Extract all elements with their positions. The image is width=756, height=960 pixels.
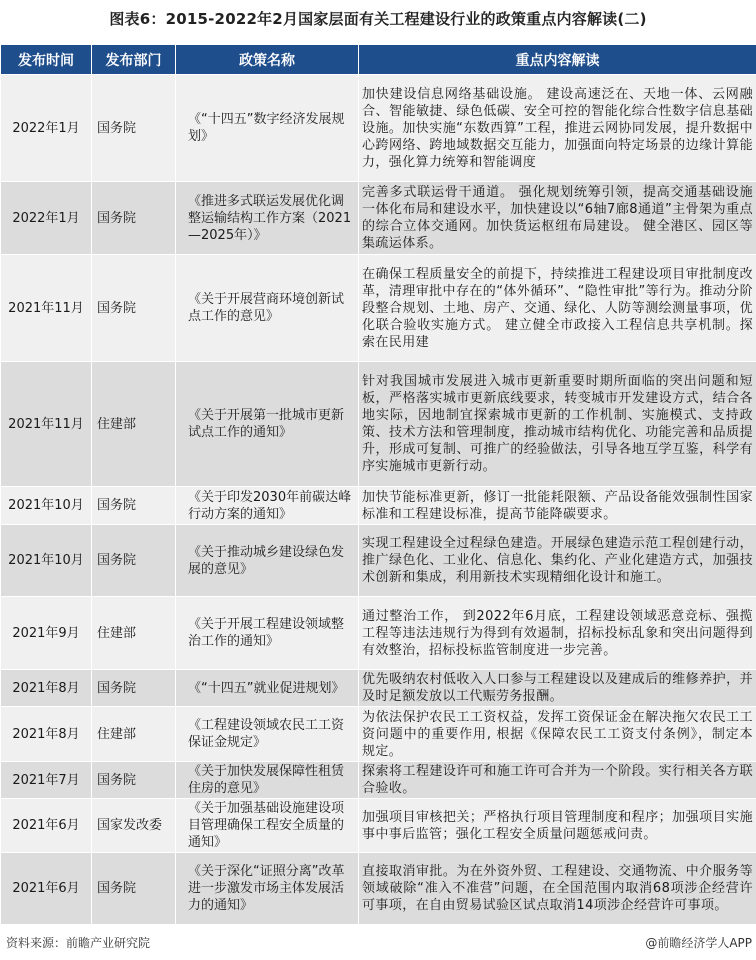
cell-content: 完善多式联运骨干通道。 强化规划统筹引领，提高交通基础设施一体化布局和建设水平，加快建设以“6轴7廊8通道”主骨架为重点的综合立体交通网。加快货运枢纽布局建设。 健全港区、园区等集疏运体系。	[359, 182, 756, 255]
table-row	[1, 799, 756, 853]
policy-table	[0, 44, 756, 925]
cell-dept: 住建部	[92, 362, 176, 487]
cell-name: 《关于印发2030年前碳达峰行动方案的通知》	[176, 487, 359, 525]
table-row	[1, 525, 756, 597]
cell-name: 《关于深化“证照分离”改革进一步激发市场主体发展活力的通知》	[176, 853, 359, 925]
table-row	[1, 597, 756, 670]
cell-date: 2021年8月	[1, 670, 92, 707]
cell-name: 《关于开展工程建设领域整治工作的通知》	[176, 597, 359, 670]
page-title: 图表6：2015-2022年2月国家层面有关工程建设行业的政策重点内容解读(二)	[109, 10, 647, 28]
header-dept: 发布部门	[92, 45, 176, 75]
cell-content: 为依法保护农民工工资权益，发挥工资保证金在解决拖欠农民工工资问题中的重要作用, 根据《保障农民工工资支付条例》，制定本规定。	[359, 707, 756, 762]
cell-content: 加快节能标准更新，修订一批能耗限额、产品设备能效强制性国家标准和工程建设标准，提高节能降碳要求。	[359, 487, 756, 525]
cell-dept: 住建部	[92, 597, 176, 670]
cell-date: 2021年10月	[1, 487, 92, 525]
cell-name: 《“十四五”数字经济发展规划》	[176, 75, 359, 182]
cell-date: 2021年9月	[1, 597, 92, 670]
cell-name: 《关于加快发展保障性租赁住房的意见》	[176, 762, 359, 799]
cell-name: 《关于开展营商环境创新试点工作的意见》	[176, 255, 359, 362]
table-row	[1, 182, 756, 255]
table-row	[1, 362, 756, 487]
header-content: 重点内容解读	[359, 45, 756, 75]
cell-name: 《“十四五”就业促进规划》	[176, 670, 359, 707]
cell-date: 2021年6月	[1, 799, 92, 853]
cell-dept: 国家发改委	[92, 799, 176, 853]
header-date: 发布时间	[1, 45, 92, 75]
cell-content: 直接取消审批。为在外资外贸、工程建设、交通物流、中介服务等领域破除“准入不准营”问题，在全国范围内取消68项涉企经营许可事项，在自由贸易试验区试点取消14项涉企经营许可事项。	[359, 853, 756, 925]
table-header-row	[1, 45, 756, 75]
cell-content: 通过整治工作， 到2022年6月底，工程建设领域恶意竞标、强揽工程等违法违规行为得到有效遏制，招标投标乱象和突出问题得到有效整治，招标投标监管制度进一步完善。	[359, 597, 756, 670]
table-row	[1, 487, 756, 525]
cell-date: 2021年11月	[1, 255, 92, 362]
cell-dept: 住建部	[92, 707, 176, 762]
cell-date: 2021年8月	[1, 707, 92, 762]
cell-dept: 国务院	[92, 670, 176, 707]
cell-dept: 国务院	[92, 487, 176, 525]
cell-content: 优先吸纳农村低收入人口参与工程建设以及建成后的维修养护，并及时足额发放以工代赈劳务报酬。	[359, 670, 756, 707]
cell-date: 2021年10月	[1, 525, 92, 597]
cell-date: 2021年11月	[1, 362, 92, 487]
table-row	[1, 75, 756, 182]
cell-content: 加强项目审核把关；严格执行项目管理制度和程序；加强项目实施事中事后监管；强化工程安全质量问题惩戒问责。	[359, 799, 756, 853]
table-row	[1, 255, 756, 362]
cell-name: 《关于加强基础设施建设项目管理确保工程安全质量的通知》	[176, 799, 359, 853]
table-row	[1, 707, 756, 762]
cell-date: 2021年7月	[1, 762, 92, 799]
cell-content: 在确保工程质量安全的前提下，持续推进工程建设项目审批制度改革，清理审批中存在的“体外循环”、“隐性审批”等行为。推动分阶段整合规划、土地、房产、交通、绿化、人防等测绘测量事项，优化联合验收实施方式。 建立健全市政接入工程信息共享机制。探索在民用建	[359, 255, 756, 362]
cell-name: 《推进多式联运发展优化调整运输结构工作方案（2021—2025年）》	[176, 182, 359, 255]
table-row	[1, 762, 756, 799]
cell-dept: 国务院	[92, 525, 176, 597]
cell-date: 2021年6月	[1, 853, 92, 925]
cell-name: 《关于开展第一批城市更新试点工作的通知》	[176, 362, 359, 487]
cell-name: 《关于推动城乡建设绿色发展的意见》	[176, 525, 359, 597]
cell-name: 《工程建设领域农民工工资保证金规定》	[176, 707, 359, 762]
table-row	[1, 670, 756, 707]
cell-date: 2022年1月	[1, 75, 92, 182]
credit-note: @前瞻经济学人APP	[645, 936, 752, 950]
cell-date: 2022年1月	[1, 182, 92, 255]
table-row	[1, 853, 756, 925]
cell-dept: 国务院	[92, 762, 176, 799]
cell-dept: 国务院	[92, 853, 176, 925]
source-note: 资料来源：前瞻产业研究院	[6, 936, 151, 950]
cell-dept: 国务院	[92, 75, 176, 182]
cell-content: 实现工程建设全过程绿色建造。开展绿色建造示范工程创建行动，推广绿色化、工业化、信息化、集约化、产业化建造方式，加强技术创新和集成，利用新技术实现精细化设计和施工。	[359, 525, 756, 597]
header-name: 政策名称	[176, 45, 359, 75]
cell-dept: 国务院	[92, 182, 176, 255]
cell-content: 加快建设信息网络基础设施。 建设高速泛在、天地一体、云网融合、智能敏捷、绿色低碳、安全可控的智能化综合性数字信息基础设施。加快实施“东数西算”工程，推进云网协同发展，提升数据中心跨网络、跨地域数据交互能力，加强面向特定场景的边缘计算能力，强化算力统筹和智能调度	[359, 75, 756, 182]
cell-content: 针对我国城市发展进入城市更新重要时期所面临的突出问题和短板，严格落实城市更新底线要求，转变城市开发建设方式，结合各地实际，因地制宜探索城市更新的工作机制、实施模式、支持政策、技术方法和管理制度，推动城市结构优化、功能完善和品质提升，形成可复制、可推广的经验做法，引导各地互学互鉴，科学有序实施城市更新行动。	[359, 362, 756, 487]
cell-content: 探索将工程建设许可和施工许可合并为一个阶段。实行相关各方联合验收。	[359, 762, 756, 799]
cell-dept: 国务院	[92, 255, 176, 362]
